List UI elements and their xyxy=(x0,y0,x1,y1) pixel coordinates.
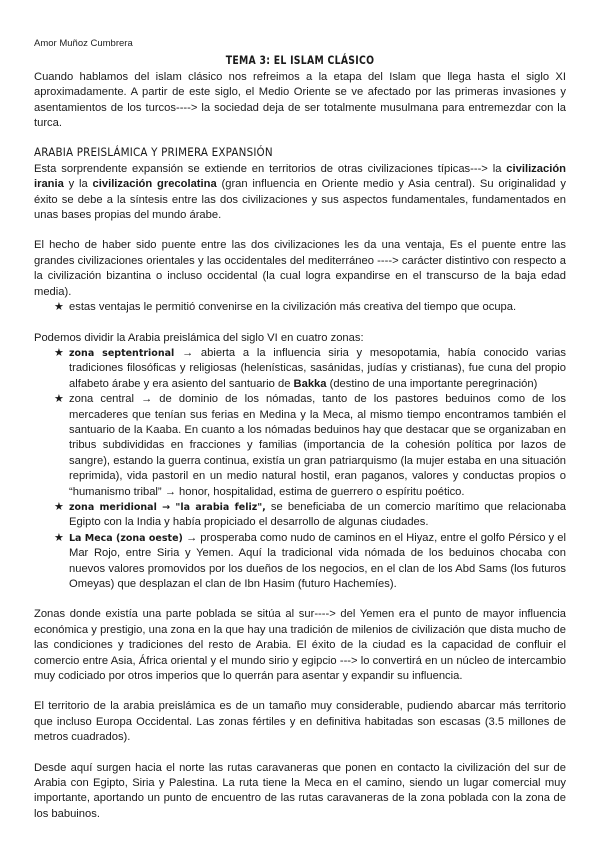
star-bullet-icon: ★ xyxy=(54,531,64,544)
list-item xyxy=(56,531,566,593)
list-item xyxy=(56,300,566,315)
zone-label: zona central xyxy=(69,393,134,406)
text: y la xyxy=(63,178,93,191)
section-heading: ARABIA PREISLÁMICA Y PRIMERA EXPANSIÓN xyxy=(34,145,273,160)
bullet-list xyxy=(34,300,566,315)
zone-label: zona septentrional xyxy=(69,347,175,359)
document-page xyxy=(34,36,566,822)
zone-text: → prosperaba como nudo de caminos en el Hiyaz, entre el golfo Pérsico y el Mar Rojo, entre Siria y Yemen. Aquí la tradicional vida nómada de los beduinos chocaba con nuevos valores promovidos por los dueños de los negocios, en el clan de los Abd Sams (los futuros Omeyas) que desplazan el clan de Ibn Hasim (futuro Hachemíes). xyxy=(69,531,566,590)
intro-paragraph: Cuando hablamos del islam clásico nos refreimos a la etapa del Islam que llega hasta el siglo XI aproximadamente. A partir de este siglo, el Medio Oriente se ve afectado por las primeras invasiones y asentamientos de los turcos----> la sociedad deja de ser totalmente musulmana para entremezdar con la turca. xyxy=(34,70,566,130)
list-item xyxy=(56,392,566,500)
author-name: Amor Muñoz Cumbrera xyxy=(34,38,133,49)
paragraph-expansion xyxy=(34,162,566,224)
paragraph-territory: El territorio de la arabia preislámica es de un tamaño muy considerable, pudiendo abarcar más territorio que incluso Europa Occidental. Las zonas fértiles y en definitiva habitadas son escasas (3.5 millones de metros cuadrados). xyxy=(34,700,566,744)
star-bullet-icon: ★ xyxy=(54,393,64,406)
paragraph-caravan-routes: Desde aquí surgen hacia el norte las rutas caravaneras que ponen en contacto la civilización del sur de Arabia con Egipto, Siria y Palestina. La ruta tiene la Meca en el camino, siendo un lugar comercial muy importante, aportando un punto de encuentro de las rutas caravaneras de la zona poblada con la zona de los babuinos. xyxy=(34,761,566,820)
zone-text: (destino de una importante peregrinación) xyxy=(326,377,538,390)
star-bullet-icon: ★ xyxy=(54,301,64,314)
zones-list xyxy=(34,346,566,593)
zone-text: → abierta a la influencia siria y mesopotamia, había conocido varias tradiciones filosóficas y religiosas (helenísticas, sasánidas, judías y cristianas), fue cuna del propio alfabeto árabe y era asiento del santuario de xyxy=(69,346,567,390)
bold-term: civilización irania xyxy=(34,162,566,191)
zone-text: → de dominio de los nómadas, tanto de los pastores beduinos como de los mercaderes que tenían sus ferias en Medina y la Meca, al mismo tiempo encontramos también el santuario de la Kaaba. En cuanto a los nómadas beduinos hay que destacar que se organizaban en tribus subdivididas en fracciones y familias (importancia de la cohesión política por lazos de sangre), estando la guerra continua, existía un gran patriarquismo (la mujer estaba en una situación reprimida), vida pastoril en un medio natural hostil, eran paganos, valores y conductas propios o “humanismo tribal” → honor, hospitalidad, estima de guerrero o espíritu poético. xyxy=(69,393,566,498)
zone-label: zona meridional → "la arabia feliz", xyxy=(69,501,266,513)
text: (gran influencia en Oriente medio y Asia central). Su originalidad y éxito se debe a la síntesis entre las dos civilizaciones y sus aspectos fundamentales, fundamentados en unas bases propias del mundo árabe. xyxy=(34,178,567,222)
paragraph-bridge: El hecho de haber sido puente entre las dos civilizaciones les da una ventaja, Es el puente entre las grandes civilizaciones orientales y las occidentales del mediterráneo ----> carácter distintivo con respecto a la civilización bizantina o incluso occidental (la cual logra expandirse en el transcurso de la baja edad media). xyxy=(34,239,566,298)
document-title: TEMA 3: EL ISLAM CLÁSICO xyxy=(225,53,375,68)
list-item xyxy=(56,500,566,531)
paragraph-yemen: Zonas donde existía una parte poblada se sitúa al sur----> del Yemen era el punto de mayor influencia económica y prestigio, una zona en la que hay una tradición de milenios de civilización que dista mucho de las condiciones y tradiciones del resto de Arabia. El éxito de la ciudad es la capacidad de confluir el comercio entre Asia, África oriental y el mundo sirio y egipcio ---> lo convertirá en un núcleo de intercambio muy codiciado por otros imperios que lo querrán para asentar y expandir su influencia. xyxy=(34,608,566,683)
text: Esta sorprendente expansión se extiende en territorios de otras civilizaciones típicas---> la xyxy=(34,162,507,175)
list-item-text: estas ventajas le permitió convenirse en la civilización más creativa del tiempo que ocupa. xyxy=(69,301,517,314)
star-bullet-icon: ★ xyxy=(54,346,64,359)
zone-text: se beneficiaba de un comercio marítimo que relacionaba Egipto con la India y había propiciado el desarrollo de algunas ciudades. xyxy=(69,500,566,529)
list-item xyxy=(56,346,566,392)
zone-label: La Meca (zona oeste) xyxy=(69,532,183,544)
bold-term: Bakka xyxy=(293,377,327,390)
bold-term: civilización grecolatina xyxy=(92,178,217,191)
star-bullet-icon: ★ xyxy=(54,500,64,513)
paragraph-zones-intro: Podemos dividir la Arabia preislámica del siglo VI en cuatro zonas: xyxy=(34,331,364,344)
